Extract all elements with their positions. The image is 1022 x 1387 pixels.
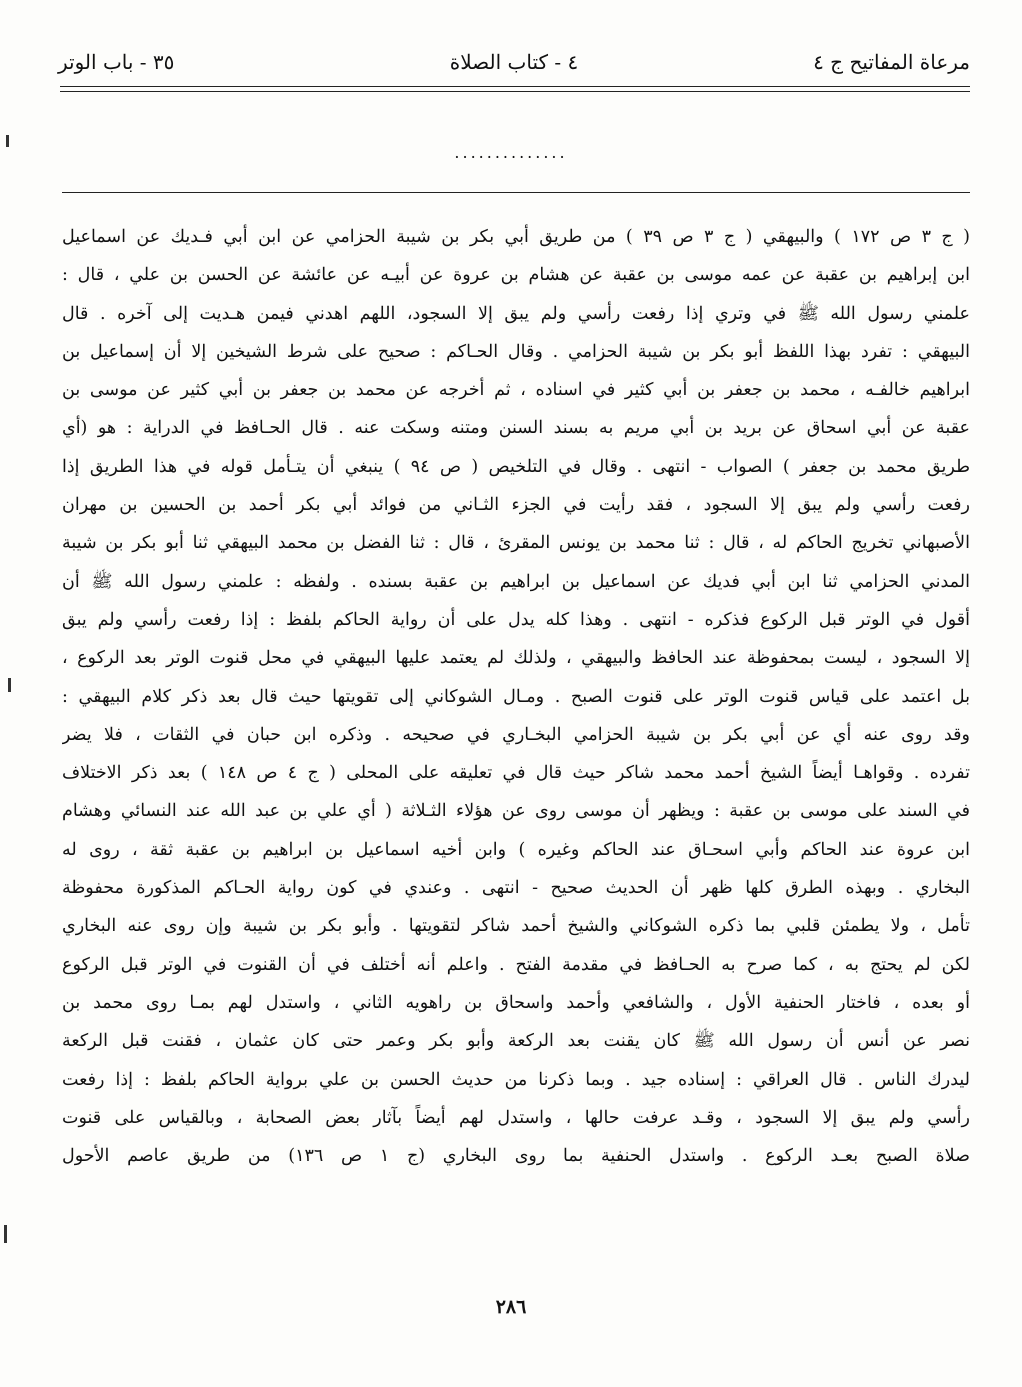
text-line: لكن لم يحتج به ، كما صرح به الحـافظ في مقدمة الفتح . واعلم أنه أختلف في أن القنوت في الوتر قبل الركوع bbox=[62, 954, 970, 975]
text-line: البخاري . وبهذه الطرق كلها ظهر أن الحديث صحيح - انتهى . وعندي في كون رواية الحـاكم المذكورة محفوظة bbox=[62, 878, 970, 899]
text-line: ابراهيم خالفـه ، محمد بن جعفر بن أبي كثير في اسناده ، ثم أخرجه عن محمد بن جعفر بن أبي كثير عن موسى بن bbox=[62, 380, 970, 401]
text-line: تأمل ، ولا يطمئن قلبي بما ذكره الشوكاني والشيخ أحمد شاكر لتقويتها . وأبو بكر بن شيبة وإن روى عنه البخاري bbox=[62, 916, 970, 937]
text-line: عقبة عن أبي اسحاق عن بريد بن أبي مريم به بسند السنن ومتنه وسكت عنه . قال الحـافظ في الدراية : هو (أي bbox=[62, 418, 970, 439]
text-line: وقد روى عنه أي عن أبي بكر بن شيبة الحزامي البخـاري في صحيحه . وذكره ابن حبان في الثقات ، فلا يضر bbox=[62, 724, 970, 745]
section-separator: .............. bbox=[454, 143, 568, 162]
text-line: ليدرك الناس . قال العراقي : إسناده جيد . وبما ذكرنا من حديث الحسن بن علي برواية الحاكم بلفظ : إذا رفعت bbox=[62, 1069, 970, 1090]
chapter-title: ٣٥ - باب الوتر bbox=[58, 50, 175, 74]
text-line: صلاة الصبح بعـد الركوع . واستدل الحنفية بما روى البخاري (ج ١ ص ١٣٦) من طريق عاصم الأحول bbox=[62, 1146, 970, 1167]
text-line: الأصبهاني تخريج الحاكم له ، قال : ثنا محمد بن يونس المقرئ ، قال : ثنا الفضل بن محمد البيهقي ثنا أبو بكر بن شيبة bbox=[62, 533, 970, 554]
body-text bbox=[62, 218, 970, 1175]
text-line: طريق محمد بن جعفر ) الصواب - انتهى . وقال في التلخيص ( ص ٩٤ ) ينبغي أن يتـأمل قوله في هذا الطريق إذا bbox=[62, 456, 970, 477]
text-line: تفرده . وقواهـا أيضاً الشيخ أحمد محمد شاكر حيث قال في تعليقه على المحلى ( ج ٤ ص ١٤٨ ) بعد ذكر الاختلاف bbox=[62, 763, 970, 784]
scan-mark bbox=[8, 678, 11, 692]
text-line: إلا السجود ، ليست بمحفوظة عند الحافظ والبيهقي ، ولذلك لم يعتمد عليها البيهقي في محل قنوت الوتر بعد الركوع ، bbox=[62, 648, 970, 669]
text-line: البيهقي : تفرد بهذا اللفظ أبو بكر بن شيبة الحزامي . وقال الحـاكم : صحيح على شرط الشيخين إلا أن إسماعيل بن bbox=[62, 341, 970, 362]
text-line: أو بعده ، فاختار الحنفية الأول ، والشافعي وأحمد واسحاق بن راهويه الثاني ، واستدل لهم بمـا روى محمد بن bbox=[62, 992, 970, 1013]
separator-rule bbox=[62, 192, 970, 193]
text-line: نصر عن أنس أن رسول الله ﷺ كان يقنت بعد الركعة وأبو بكر وعمر حتى كان عثمان ، فقنت قبل الركعة bbox=[62, 1031, 970, 1052]
text-line: في السند على موسى بن عقبة : ويظهر أن موسى روى عن هؤلاء الثـلاثة ( أي علي بن عبد الله عند النسائي وهشام bbox=[62, 801, 970, 822]
text-line: أقول في الوتر قبل الركوع فذكره - انتهى . وهذا كله يدل على أن رواية الحاكم بلفظ : إذا رفعت رأسي ولم يبق bbox=[62, 609, 970, 630]
text-line: رفعت رأسي ولم يبق إلا السجود ، فقد رأيت في الجزء الثـاني من فوائد أبي بكر أحمد بن الحسين بن مهران bbox=[62, 495, 970, 516]
header-rule bbox=[60, 86, 970, 87]
scan-mark bbox=[4, 1225, 7, 1243]
text-line: ( ج ٣ ص ١٧٢ ) والبيهقي ( ج ٣ ص ٣٩ ) من طريق أبي بكر بن شيبة الحزامي عن ابن أبي فـديك عن اسماعيل bbox=[62, 227, 970, 247]
running-header bbox=[58, 42, 970, 82]
text-line: المدني الحزامي ثنا ابن أبي فديك عن اسماعيل بن ابراهيم بن عقبة بسنده . ولفظه : علمني رسول الله ﷺ أن bbox=[62, 571, 970, 592]
text-line: ابن إبراهيم بن عقبة عن عمه موسى بن عقبة عن هشام بن عروة عن أبيـه عن عائشة عن الحسن بن علي ، قال : bbox=[62, 265, 970, 286]
section-title: ٤ - كتاب الصلاة bbox=[449, 50, 579, 74]
header-rule bbox=[60, 91, 970, 92]
book-title: مرعاة المفاتيح ج ٤ bbox=[813, 50, 970, 74]
text-line: بل اعتمد على قياس قنوت الوتر على قنوت الصبح . ومـال الشوكاني إلى تقويتها حيث قال بعد ذكر كلام البيهقي : bbox=[62, 686, 970, 707]
scan-mark bbox=[6, 135, 9, 147]
text-line: علمني رسول الله ﷺ في وتري إذا رفعت رأسي ولم يبق إلا السجود، اللهم اهدني فيمن هـديت إلى آخره . قال bbox=[62, 303, 970, 324]
text-line: رأسي ولم يبق إلا السجود ، وقـد عرفت حالها ، واستدل لهم أيضاً بآثار بعض الصحابة ، وبالقياس على قنوت bbox=[62, 1107, 970, 1128]
text-line: ابن عروة عند الحاكم وأبي اسحـاق عند الحاكم وغيره ) وابن أخيه اسماعيل بن ابراهيم بن عقبة ثقة ، روى له bbox=[62, 839, 970, 860]
page-number: ٢٨٦ bbox=[495, 1296, 527, 1318]
